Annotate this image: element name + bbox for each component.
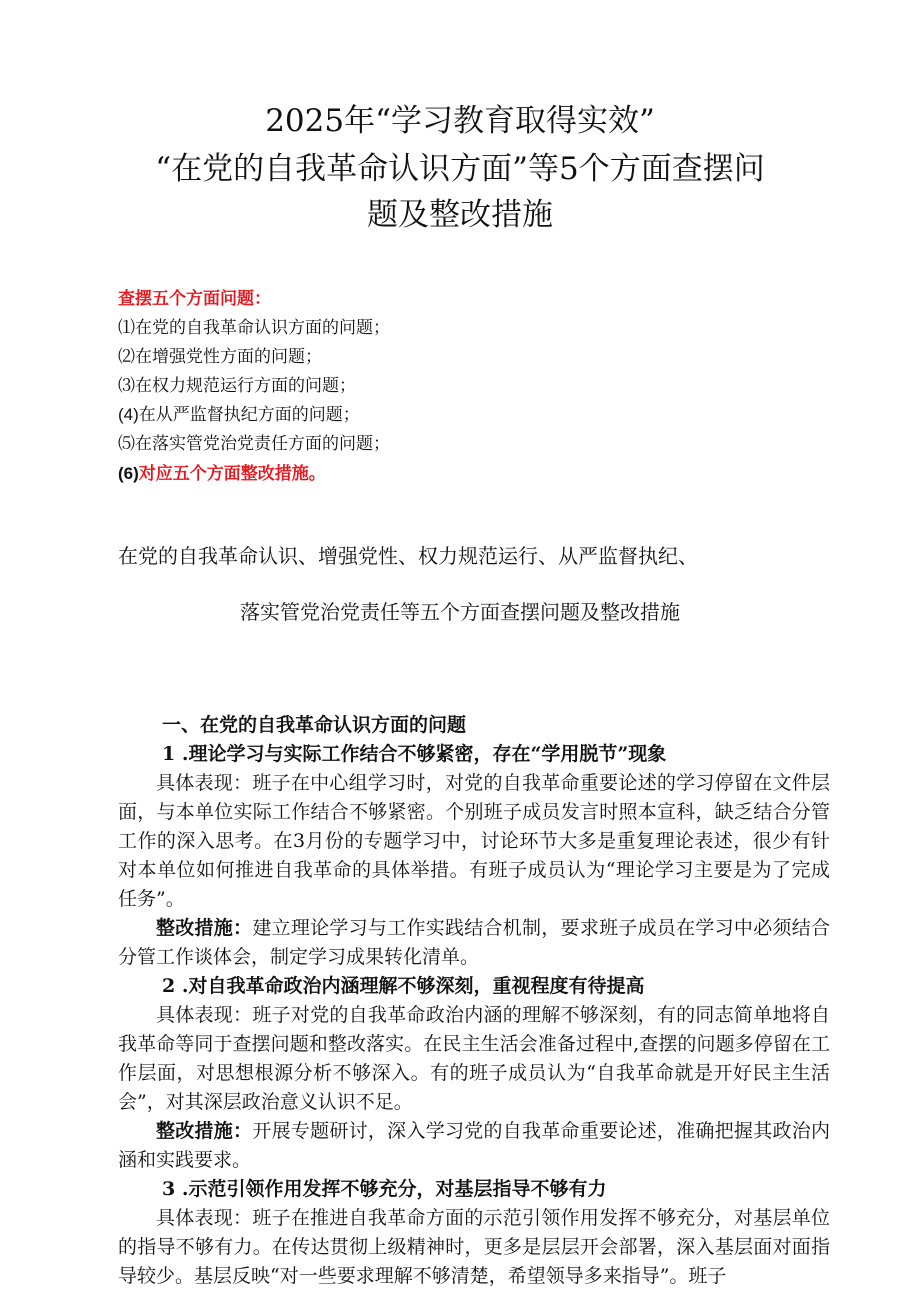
subsection-2-description: 具体表现：班子对党的自我革命政治内涵的理解不够深刻，有的同志简单地将自我革命等同于查摆问题和整改落实。在民主生活会准备过程中,查摆的问题多停留在工作层面，对思想根源分析不够深入。有的班子成员认为“自我革命就是开好民主生活会”，对其深层政治意义认识不足。 — [118, 1004, 830, 1113]
subsection-3-description: 具体表现：班子在推进自我革命方面的示范引领作用发挥不够充分，对基层单位的指导不够有力。在传达贯彻上级精神时，更多是层层开会部署，深入基层面对面指导较少。基层反映“对一些要求理解不够清楚，希望领导多来指导”。班子 — [118, 1207, 830, 1287]
document-title-line-2: “在党的自我革命认识方面”等5个方面查摆问 — [155, 151, 765, 187]
toc-item-4 — [118, 401, 360, 429]
toc-item-number: ⑸ — [118, 434, 135, 453]
toc-item-number: ⑴ — [118, 318, 135, 337]
summary-line-1: 在党的自我革命认识、增强党性、权力规范运行、从严监督执纪、 — [118, 544, 698, 568]
document-title-line-1: 2025年“学习教育取得实效” — [265, 103, 655, 139]
subsection-1-fix — [118, 914, 830, 972]
fix-text: 建立理论学习与工作实践结合机制，要求班子成员在学习中必须结合分管工作谈体会，制定学习成果转化清单。 — [118, 917, 830, 968]
toc-item-5 — [118, 430, 390, 458]
fix-text: 开展专题研讨，深入学习党的自我革命重要论述，准确把握其政治内涵和实践要求。 — [118, 1120, 830, 1171]
toc-item-text: 在从严监督执纪方面的问题； — [138, 405, 360, 425]
toc-item-text: 在党的自我革命认识方面的问题； — [135, 318, 390, 338]
subsection-1-description: 具体表现：班子在中心组学习时，对党的自我革命重要论述的学习停留在文件层面，与本单位实际工作结合不够紧密。个别班子成员发言时照本宣科，缺乏结合分管工作的深入思考。在3月份的专题学习中，讨论环节大多是重复理论表述，很少有针对本单位如何推进自我革命的具体举措。有班子成员认为“理论学习主要是为了完成任务”。 — [118, 772, 830, 910]
summary-line-2: 落实管党治党责任等五个方面查摆问题及整改措施 — [240, 600, 680, 624]
toc-item-text: 在落实管党治党责任方面的问题； — [135, 434, 390, 454]
subsection-heading-2: 2 .对自我革命政治内涵理解不够深刻，重视程度有待提高 — [162, 975, 645, 997]
toc-item-number: (4) — [118, 405, 139, 424]
toc-item-3 — [118, 372, 356, 400]
toc-item-text: 对应五个方面整改措施。 — [138, 464, 326, 484]
toc-item-2 — [118, 343, 322, 371]
toc-item-text: 在增强党性方面的问题； — [135, 347, 322, 367]
toc-item-number: ⑶ — [118, 376, 135, 395]
subsection-heading-1: 1 .理论学习与实际工作结合不够紧密，存在“学用脱节”现象 — [162, 743, 667, 765]
toc-item-number: ⑵ — [118, 347, 135, 366]
fix-label: 整改措施： — [156, 917, 253, 939]
subsection-heading-3: 3 .示范引领作用发挥不够充分，对基层指导不够有力 — [162, 1178, 607, 1200]
toc-item-6 — [118, 460, 326, 488]
section-heading: 一、在党的自我革命认识方面的问题 — [162, 714, 467, 736]
toc-item-1 — [118, 314, 390, 342]
document-title-line-3: 题及整改措施 — [367, 197, 553, 233]
subsection-2-fix — [118, 1117, 830, 1175]
toc-heading: 查摆五个方面问题： — [118, 289, 271, 309]
toc-item-text: 在权力规范运行方面的问题； — [135, 376, 356, 396]
toc-item-number: (6) — [118, 464, 139, 483]
section-body — [118, 711, 830, 1291]
fix-label: 整改措施： — [156, 1120, 253, 1142]
